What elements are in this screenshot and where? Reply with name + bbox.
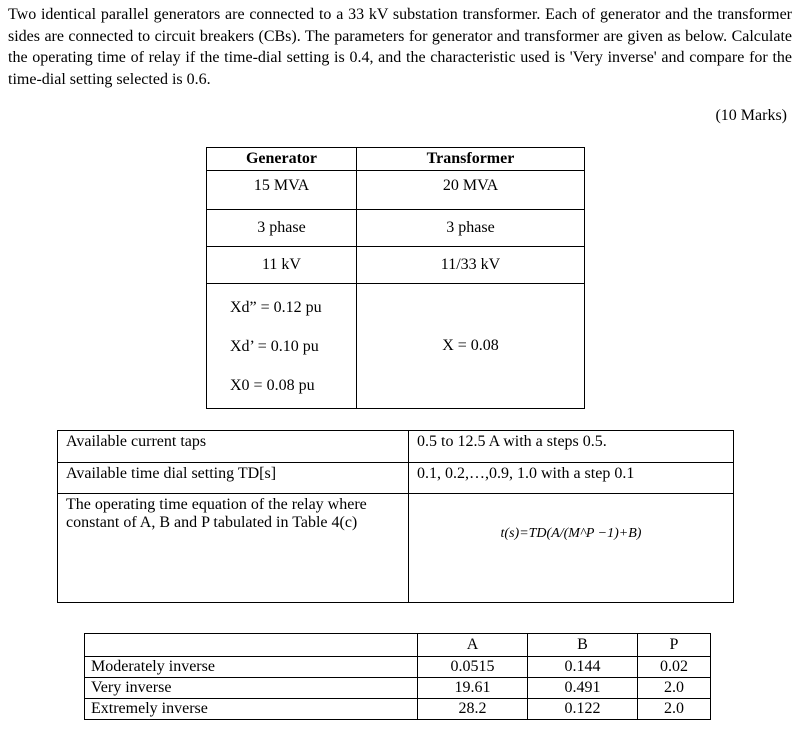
table-row — [58, 431, 734, 463]
table-row — [58, 463, 734, 494]
constant-p: 0.02 — [638, 657, 711, 678]
table-row — [85, 678, 711, 699]
operating-time-formula: t(s)=TD(A/(M^P −1)+B) — [500, 526, 642, 541]
constant-b: 0.122 — [528, 699, 638, 720]
transformer-reactance: X = 0.08 — [357, 284, 585, 409]
marks-label: (10 Marks) — [715, 107, 787, 124]
current-taps-value: 0.5 to 12.5 A with a steps 0.5. — [409, 431, 734, 463]
constant-a: 0.0515 — [418, 657, 528, 678]
constant-p: 2.0 — [638, 699, 711, 720]
constant-b: 0.491 — [528, 678, 638, 699]
constant-b: 0.144 — [528, 657, 638, 678]
transformer-voltage: 11/33 kV — [357, 247, 585, 284]
constant-a: 19.61 — [418, 678, 528, 699]
generator-reactances — [207, 284, 357, 409]
header-blank — [85, 634, 418, 657]
transformer-rating: 20 MVA — [357, 171, 585, 210]
table-row — [58, 494, 734, 603]
curve-name: Extremely inverse — [85, 699, 418, 720]
time-dial-value: 0.1, 0.2,…,0.9, 1.0 with a step 0.1 — [409, 463, 734, 494]
table-row — [85, 657, 711, 678]
generator-rating: 15 MVA — [207, 171, 357, 210]
table-row — [207, 210, 585, 247]
header-transformer: Transformer — [357, 148, 585, 171]
curve-name: Very inverse — [85, 678, 418, 699]
time-dial-label: Available time dial setting TD[s] — [58, 463, 409, 494]
table-row — [85, 699, 711, 720]
x0-zero-sequence: X0 = 0.08 pu — [230, 376, 315, 394]
xd-subtransient: Xd” = 0.12 pu — [230, 298, 322, 316]
current-taps-label: Available current taps — [58, 431, 409, 463]
transformer-phase: 3 phase — [357, 210, 585, 247]
relay-table — [57, 430, 734, 603]
constant-p: 2.0 — [638, 678, 711, 699]
header-p: P — [638, 634, 711, 657]
equation-label: The operating time equation of the relay where constant of A, B and P tabulated in Table 4(c) — [58, 494, 409, 603]
curve-name: Moderately inverse — [85, 657, 418, 678]
table-row — [207, 284, 585, 409]
table-row — [207, 171, 585, 210]
generator-voltage: 11 kV — [207, 247, 357, 284]
header-a: A — [418, 634, 528, 657]
constants-table — [84, 633, 711, 720]
constant-a: 28.2 — [418, 699, 528, 720]
xd-transient: Xd’ = 0.10 pu — [230, 337, 319, 355]
generator-phase: 3 phase — [207, 210, 357, 247]
table-row — [207, 148, 585, 171]
equipment-table — [206, 147, 585, 409]
question-text: Two identical parallel generators are connected to a 33 kV substation transformer. Each of generator and the transformer sides are connected to circuit breakers (CBs). The parameters for generator and transformer are given as below. Calculate the operating time of relay if the time-dial setting is 0.4, and the characteristic used is 'Very inverse' and compare for the time-dial setting selected is 0.6. — [8, 6, 792, 88]
table-row — [85, 634, 711, 657]
header-generator: Generator — [207, 148, 357, 171]
table-row — [207, 247, 585, 284]
header-b: B — [528, 634, 638, 657]
equation-cell — [409, 494, 734, 603]
